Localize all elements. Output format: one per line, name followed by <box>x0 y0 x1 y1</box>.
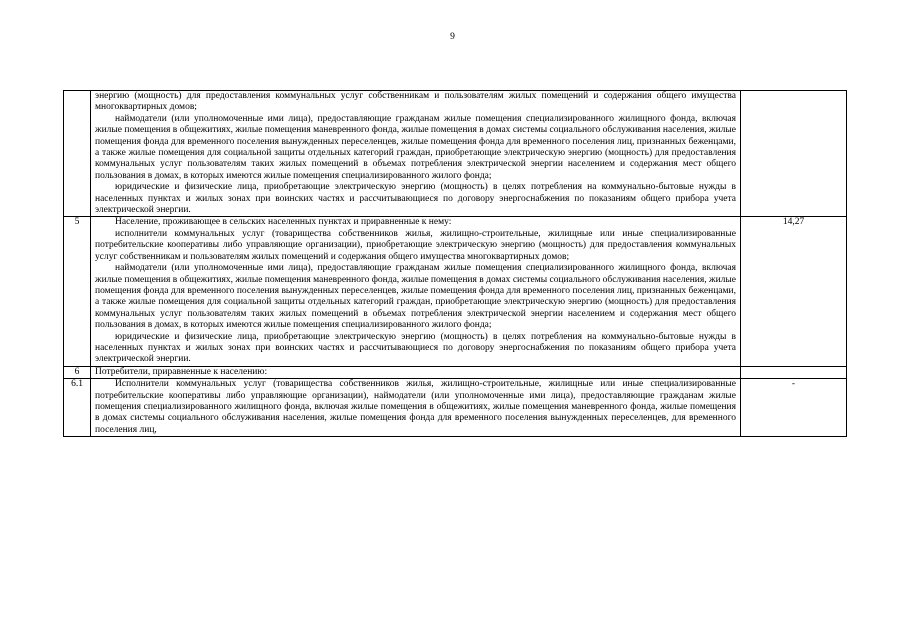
row-description <box>91 366 741 378</box>
row-description <box>91 217 741 366</box>
table-row <box>64 366 847 378</box>
row-description <box>91 379 741 437</box>
description-paragraph: наймодатели (или уполномоченные ими лица), предоставляющие гражданам жилые помещения специализированного жилищного фонда, включая жилые помещения в общежитиях, жилые помещения маневренного фонда, жилые помещения в домах системы социального обслуживания населения, жилые помещения фонда для временного поселения вынужденных переселенцев, жилые помещения фонда для временного поселения лиц, признанных беженцами, а также жилые помещения для социальной защиты отдельных категорий граждан, приобретающие электрическую энергию (мощность) для предоставления коммунальных услуг пользователям таких жилых помещений в объемах потребления электрической энергии населением и содержания мест общего пользования в домах, в которых имеются жилые помещения специализированного жилого фонда; <box>95 263 736 331</box>
description-paragraph: Население, проживающее в сельских населенных пунктах и приравненные к нему: <box>115 217 452 228</box>
description-paragraph: юридические и физические лица, приобретающие электрическую энергию (мощность) в целях потребления на коммунально-бытовые нужды в населенных пунктах и жилых зонах при воинских частях и рассчитывающиеся по договору энергоснабжения по показаниям общего прибора учета электрической энергии. <box>95 331 736 365</box>
tariff-value: - <box>741 379 847 437</box>
tariff-table <box>63 90 847 437</box>
row-number: 5 <box>64 217 91 366</box>
description-paragraph: Потребители, приравненные к населению: <box>95 366 268 377</box>
description-paragraph: энергию (мощность) для предоставления коммунальных услуг собственникам и пользователям жилых помещений и содержания общего имущества многоквартирных домов; <box>95 91 736 113</box>
table-row <box>64 91 847 217</box>
description-paragraph: наймодатели (или уполномоченные ими лица), предоставляющие гражданам жилые помещения специализированного жилищного фонда, включая жилые помещения в общежитиях, жилые помещения маневренного фонда, жилые помещения в домах системы социального обслуживания населения, жилые помещения фонда для временного поселения вынужденных переселенцев, жилые помещения фонда для временного поселения лиц, признанных беженцами, а также жилые помещения для социальной защиты отдельных категорий граждан, приобретающие электрическую энергию (мощность) для предоставления коммунальных услуг пользователям таких жилых помещений в объемах потребления электрической энергии населением и содержания мест общего пользования в домах, в которых имеются жилые помещения специализированного жилого фонда; <box>95 113 736 181</box>
tariff-value <box>741 91 847 217</box>
tariff-value <box>741 366 847 378</box>
row-number: 6 <box>64 366 91 378</box>
description-paragraph: Исполнители коммунальных услуг (товарищества собственников жилья, жилищно-строительные, жилищные или иные специализированные потребительские кооперативы либо управляющие организации), наймодатели (или уполномоченные ими лица), предоставляющие гражданам жилые помещения специализированного жилищного фонда, включая жилые помещения в общежитиях, жилые помещения маневренного фонда, жилые помещения в домах системы социального обслуживания населения, жилые помещения фонда для временного поселения вынужденных переселенцев, для временного поселения лиц, <box>95 379 736 435</box>
table-row <box>64 379 847 437</box>
description-paragraph: юридические и физические лица, приобретающие электрическую энергию (мощность) в целях потребления на коммунально-бытовые нужды в населенных пунктах и жилых зонах при воинских частях и рассчитывающиеся по договору энергоснабжения по показаниям общего прибора учета электрической энергии. <box>95 182 736 216</box>
description-paragraph: исполнители коммунальных услуг (товарищества собственников жилья, жилищно-строительные, жилищные или иные специализированные потребительские кооперативы либо управляющие организации), приобретающие электрическую энергию (мощность) для предоставления коммунальных услуг собственникам и пользователям жилых помещений и содержания общего имущества многоквартирных домов; <box>95 228 736 262</box>
row-description <box>91 91 741 217</box>
page-number: 9 <box>450 32 455 42</box>
row-number <box>64 91 91 217</box>
table-row <box>64 217 847 366</box>
tariff-value: 14,27 <box>741 217 847 366</box>
row-number: 6.1 <box>64 379 91 437</box>
